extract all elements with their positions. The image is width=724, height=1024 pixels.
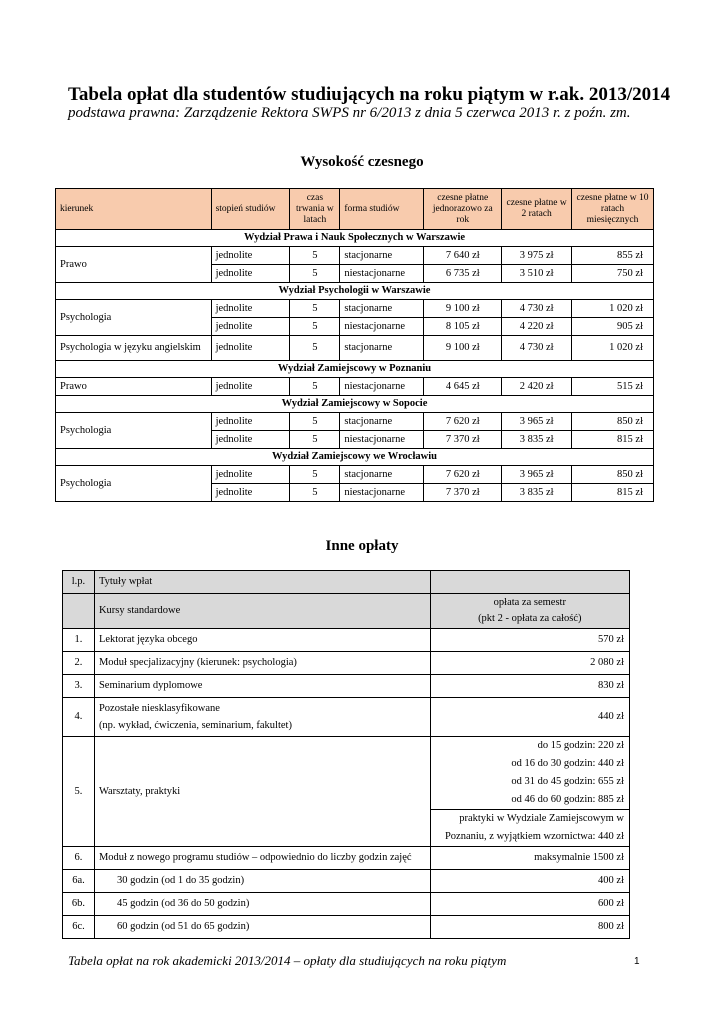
practice-note-line-1: praktyki w Wydziale Zamiejscowym w — [459, 813, 624, 824]
faculty-header: Wydział Zamiejscowy w Poznaniu — [56, 361, 654, 378]
two-installments-cell: 2 420 zł — [502, 378, 572, 396]
level-cell: jednolite — [211, 431, 290, 449]
course-name: Prawo — [56, 247, 212, 283]
level-cell: jednolite — [211, 265, 290, 283]
duration-cell: 5 — [290, 484, 340, 502]
col-header-empty — [430, 571, 629, 594]
lp-cell: 4. — [63, 698, 95, 737]
fee-title-cell: Moduł z nowego programu studiów – odpowiednio do liczby godzin zajęć — [94, 847, 430, 870]
duration-cell: 5 — [290, 318, 340, 336]
fee-header — [430, 594, 629, 629]
duration-cell: 5 — [290, 247, 340, 265]
level-cell: jednolite — [211, 413, 290, 431]
fee-header-line-2: (pkt 2 - opłata za całość) — [478, 613, 582, 624]
lp-cell: 6c. — [63, 916, 95, 939]
page-footer: Tabela opłat na rok akademicki 2013/2014 – opłaty dla studiujących na roku piątym — [68, 953, 507, 968]
other-subheader-row — [63, 594, 630, 629]
table-row — [63, 737, 630, 810]
ten-installments-cell: 750 zł — [572, 265, 654, 283]
table-row — [56, 247, 654, 265]
fee-title-line-1: Pozostałe niesklasyfikowane — [98, 703, 220, 714]
course-name: Psychologia — [56, 300, 212, 336]
yearly-fee-cell: 6 735 zł — [424, 265, 502, 283]
fee-cell: 570 zł — [430, 629, 629, 652]
two-installments-cell: 3 835 zł — [502, 484, 572, 502]
table-row — [56, 300, 654, 318]
level-cell: jednolite — [211, 466, 290, 484]
fee-title-cell: 30 godzin (od 1 do 35 godzin) — [94, 870, 430, 893]
two-installments-cell: 3 835 zł — [502, 431, 572, 449]
faculty-header: Wydział Prawa i Nauk Społecznych w Warszawie — [56, 230, 654, 247]
course-name: Prawo — [56, 378, 212, 396]
col-header-titles: Tytuły wpłat — [94, 571, 430, 594]
table-row — [63, 652, 630, 675]
col-header-yearly: czesne płatne jednorazowo za rok — [424, 189, 502, 230]
form-cell: stacjonarne — [340, 336, 424, 361]
faculty-header: Wydział Psychologii w Warszawie — [56, 283, 654, 300]
level-cell: jednolite — [211, 318, 290, 336]
col-header-course: kierunek — [56, 189, 212, 230]
lp-cell: 6b. — [63, 893, 95, 916]
yearly-fee-cell: 7 370 zł — [424, 431, 502, 449]
tuition-heading: Wysokość czesnego — [300, 154, 424, 170]
level-cell: jednolite — [211, 247, 290, 265]
lp-cell: 1. — [63, 629, 95, 652]
form-cell: stacjonarne — [340, 413, 424, 431]
duration-cell: 5 — [290, 431, 340, 449]
ten-installments-cell: 905 zł — [572, 318, 654, 336]
table-row — [56, 466, 654, 484]
duration-cell: 5 — [290, 336, 340, 361]
fee-title-cell: 60 godzin (od 51 do 65 godzin) — [94, 916, 430, 939]
ten-installments-cell: 855 zł — [572, 247, 654, 265]
fee-title-line-2: (np. wykład, ćwiczenia, seminarium, fakultet) — [98, 720, 292, 731]
level-cell: jednolite — [211, 336, 290, 361]
fee-title-cell: Lektorat języka obcego — [94, 629, 430, 652]
duration-cell: 5 — [290, 300, 340, 318]
workshop-fee-line: od 46 do 60 godzin: 885 zł — [511, 794, 624, 805]
duration-cell: 5 — [290, 378, 340, 396]
table-row — [63, 675, 630, 698]
yearly-fee-cell: 4 645 zł — [424, 378, 502, 396]
form-cell: stacjonarne — [340, 300, 424, 318]
two-installments-cell: 3 510 zł — [502, 265, 572, 283]
fee-cell: 440 zł — [430, 698, 629, 737]
lp-cell: 6. — [63, 847, 95, 870]
ten-installments-cell: 850 zł — [572, 466, 654, 484]
two-installments-cell: 3 975 zł — [502, 247, 572, 265]
ten-installments-cell: 1 020 zł — [572, 336, 654, 361]
table-row — [56, 413, 654, 431]
fee-title-cell — [94, 698, 430, 737]
faculty-header: Wydział Zamiejscowy we Wrocławiu — [56, 449, 654, 466]
fee-title-cell: Moduł specjalizacyjny (kierunek: psychologia) — [94, 652, 430, 675]
level-cell: jednolite — [211, 484, 290, 502]
other-fees-table — [62, 570, 630, 939]
fee-cell: 400 zł — [430, 870, 629, 893]
fee-cell: maksymalnie 1500 zł — [430, 847, 629, 870]
table-row — [63, 916, 630, 939]
form-cell: niestacjonarne — [340, 378, 424, 396]
form-cell: stacjonarne — [340, 466, 424, 484]
level-cell: jednolite — [211, 378, 290, 396]
level-cell: jednolite — [211, 300, 290, 318]
ten-installments-cell: 815 zł — [572, 431, 654, 449]
tuition-table — [55, 188, 654, 502]
col-header-lp: l.p. — [63, 571, 95, 594]
fee-cell: 830 zł — [430, 675, 629, 698]
ten-installments-cell: 850 zł — [572, 413, 654, 431]
workshop-fee-line: od 31 do 45 godzin: 655 zł — [511, 776, 624, 787]
ten-installments-cell: 1 020 zł — [572, 300, 654, 318]
yearly-fee-cell: 9 100 zł — [424, 300, 502, 318]
practice-note-cell — [430, 810, 629, 847]
ten-installments-cell: 515 zł — [572, 378, 654, 396]
col-header-duration: czas trwania w latach — [290, 189, 340, 230]
two-installments-cell: 3 965 zł — [502, 466, 572, 484]
col-header-ten-installments: czesne płatne w 10 ratach miesięcznych — [572, 189, 654, 230]
course-name: Psychologia w języku angielskim — [56, 336, 212, 361]
other-fees-heading: Inne opłaty — [325, 538, 399, 554]
table-row — [56, 378, 654, 396]
table-row — [56, 336, 654, 361]
workshop-fees-cell — [430, 737, 629, 810]
fee-title-cell: Seminarium dyplomowe — [94, 675, 430, 698]
fee-title-cell: 45 godzin (od 36 do 50 godzin) — [94, 893, 430, 916]
other-header-row — [63, 571, 630, 594]
form-cell: niestacjonarne — [340, 318, 424, 336]
yearly-fee-cell: 9 100 zł — [424, 336, 502, 361]
form-cell: niestacjonarne — [340, 265, 424, 283]
page-title: Tabela opłat dla studentów studiujących na roku piątym w r.ak. 2013/2014 — [68, 84, 671, 105]
table-row — [63, 698, 630, 737]
workshop-fee-line: od 16 do 30 godzin: 440 zł — [511, 758, 624, 769]
form-cell: stacjonarne — [340, 247, 424, 265]
workshop-fee-line: do 15 godzin: 220 zł — [537, 740, 624, 751]
fee-cell: 800 zł — [430, 916, 629, 939]
course-name: Psychologia — [56, 413, 212, 449]
lp-cell: 6a. — [63, 870, 95, 893]
yearly-fee-cell: 7 370 zł — [424, 484, 502, 502]
yearly-fee-cell: 7 620 zł — [424, 466, 502, 484]
form-cell: niestacjonarne — [340, 431, 424, 449]
lp-cell: 5. — [63, 737, 95, 847]
yearly-fee-cell: 7 620 zł — [424, 413, 502, 431]
table-row — [63, 893, 630, 916]
col-header-level: stopień studiów — [211, 189, 290, 230]
ten-installments-cell: 815 zł — [572, 484, 654, 502]
two-installments-cell: 4 730 zł — [502, 336, 572, 361]
table-row — [63, 847, 630, 870]
duration-cell: 5 — [290, 265, 340, 283]
table-row — [63, 870, 630, 893]
fee-header-line-1: opłata za semestr — [493, 597, 566, 608]
page-number: 1 — [634, 956, 640, 967]
two-installments-cell: 3 965 zł — [502, 413, 572, 431]
standard-courses-label: Kursy standardowe — [94, 594, 430, 629]
lp-empty — [63, 594, 95, 629]
fee-cell: 600 zł — [430, 893, 629, 916]
practice-note-line-2: Poznaniu, z wyjątkiem wzornictwa: 440 zł — [444, 831, 624, 842]
two-installments-cell: 4 220 zł — [502, 318, 572, 336]
col-header-two-installments: czesne płatne w 2 ratach — [502, 189, 572, 230]
table-row — [63, 629, 630, 652]
yearly-fee-cell: 8 105 zł — [424, 318, 502, 336]
lp-cell: 3. — [63, 675, 95, 698]
lp-cell: 2. — [63, 652, 95, 675]
tuition-header-row — [56, 189, 654, 230]
course-name: Psychologia — [56, 466, 212, 502]
two-installments-cell: 4 730 zł — [502, 300, 572, 318]
fee-title-cell: Warsztaty, praktyki — [94, 737, 430, 847]
yearly-fee-cell: 7 640 zł — [424, 247, 502, 265]
col-header-form: forma studiów — [340, 189, 424, 230]
duration-cell: 5 — [290, 466, 340, 484]
fee-cell: 2 080 zł — [430, 652, 629, 675]
faculty-header: Wydział Zamiejscowy w Sopocie — [56, 396, 654, 413]
duration-cell: 5 — [290, 413, 340, 431]
form-cell: niestacjonarne — [340, 484, 424, 502]
page-subtitle: podstawa prawna: Zarządzenie Rektora SWPS nr 6/2013 z dnia 5 czerwca 2013 r. z poźn. zm. — [68, 105, 631, 121]
